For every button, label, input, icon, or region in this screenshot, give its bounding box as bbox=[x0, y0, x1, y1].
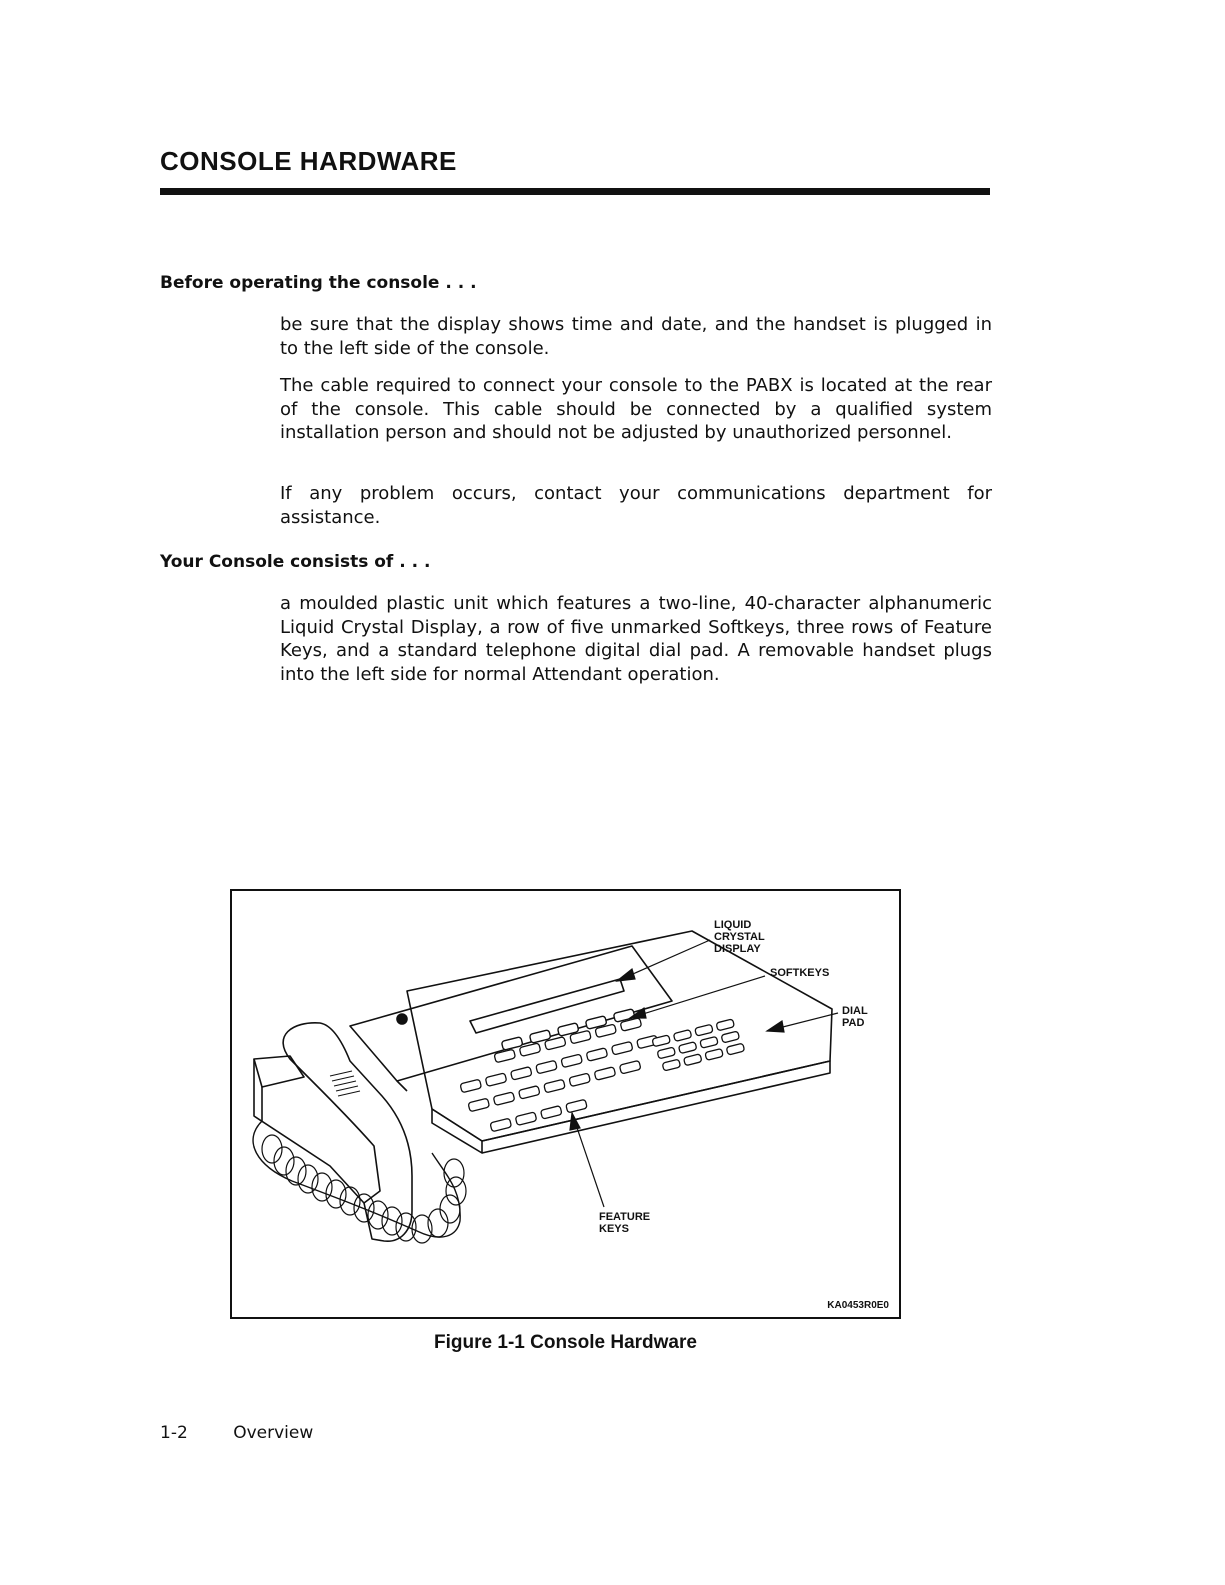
label-dial-pad: DIAL PAD bbox=[842, 1005, 868, 1029]
footer-section-name: Overview bbox=[233, 1423, 314, 1443]
label-softkeys: SOFTKEYS bbox=[770, 967, 830, 979]
console-illustration bbox=[232, 891, 899, 1317]
title-rule bbox=[160, 188, 990, 195]
paragraph-cable: The cable required to connect your console to the PABX is located at the rear of the console. This cable should be connected by a qualified system installation person and should not be adjusted by unauthorized personnel. bbox=[280, 375, 992, 443]
figure-console-hardware bbox=[230, 889, 901, 1319]
paragraph-display-check: be sure that the display shows time and date, and the handset is plugged in to the left side of the console. bbox=[280, 314, 992, 359]
section-heading-before-operating: Before operating the console . . . bbox=[160, 273, 477, 293]
figure-caption: Figure 1-1 Console Hardware bbox=[434, 1332, 697, 1353]
paragraph-problem: If any problem occurs, contact your communications department for assistance. bbox=[280, 483, 992, 528]
figure-id: KA0453R0E0 bbox=[827, 1300, 889, 1311]
label-liquid-crystal-display: LIQUID CRYSTAL DISPLAY bbox=[714, 919, 765, 955]
paragraph-console-description: a moulded plastic unit which features a two-line, 40-character alphanumeric Liquid Crystal Display, a row of five unmarked Softkeys, three rows of Feature Keys, and a standard telephone digital dial pad. A removable handset plugs into the left side for normal Attendant operation. bbox=[280, 593, 992, 685]
page-footer bbox=[160, 1423, 353, 1443]
label-feature-keys: FEATURE KEYS bbox=[599, 1211, 651, 1235]
page-title: CONSOLE HARDWARE bbox=[160, 146, 457, 176]
section-heading-console-consists: Your Console consists of . . . bbox=[160, 552, 431, 572]
page-number: 1-2 bbox=[160, 1423, 188, 1443]
